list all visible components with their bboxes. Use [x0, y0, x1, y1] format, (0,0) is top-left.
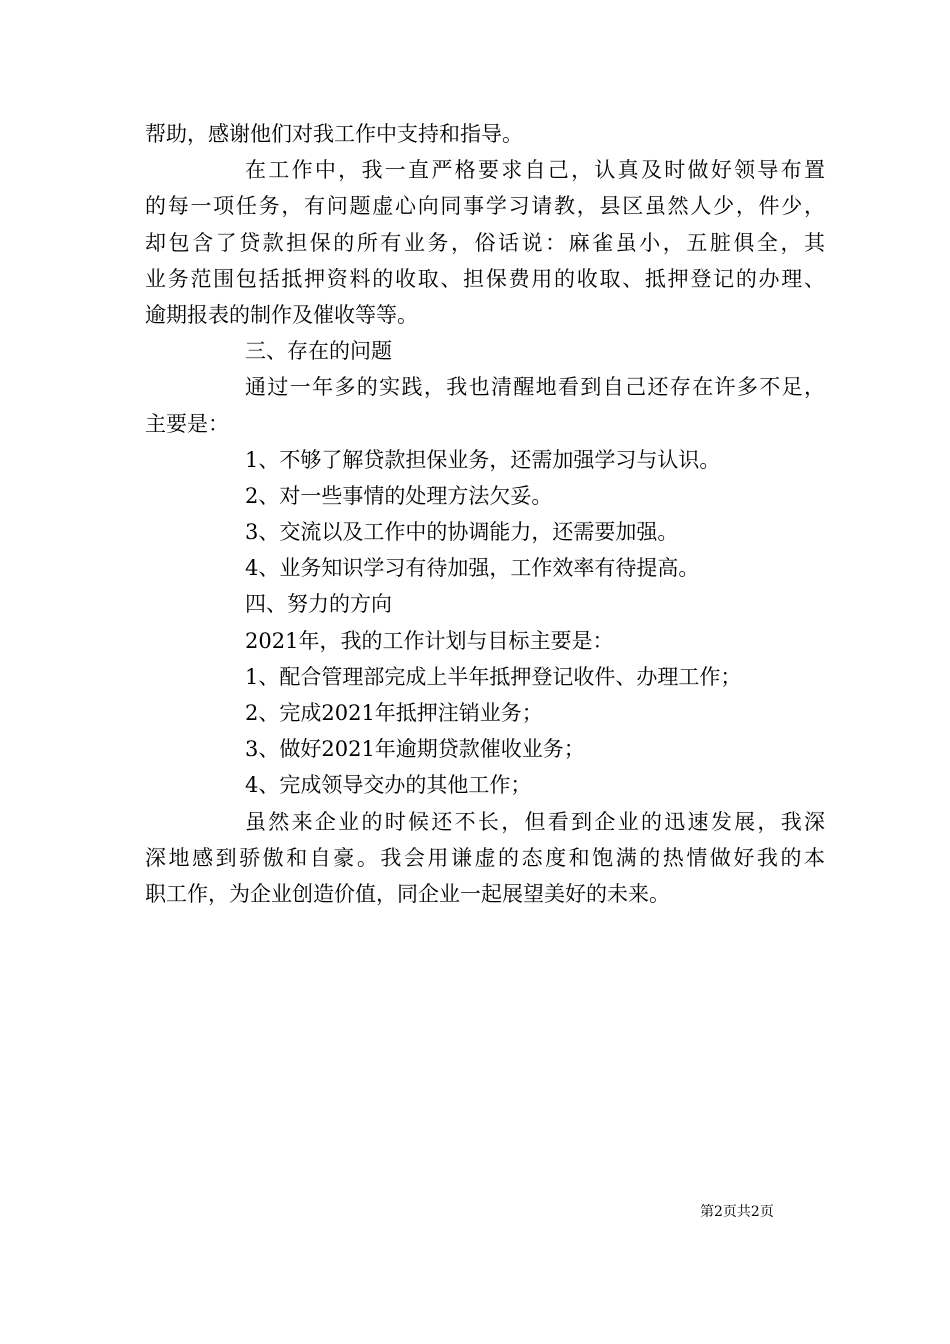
text-line: 虽然来企业的时候还不长，但看到企业的迅速发展，我深 [245, 809, 825, 834]
section-heading: 三、存在的问题 [245, 339, 392, 364]
list-item: 1、配合管理部完成上半年抵押登记收件、办理工作； [245, 664, 742, 689]
text-line: 的每一项任务，有问题虚心向同事学习请教，县区虽然人少，件少， [145, 194, 825, 219]
list-item: 4、完成领导交办的其他工作； [245, 773, 532, 798]
text-line: 业务范围包括抵押资料的收取、担保费用的收取、抵押登记的办理、 [145, 266, 825, 291]
text-line: 通过一年多的实践，我也清醒地看到自己还存在许多不足， [245, 375, 825, 400]
list-item: 3、做好2021年逾期贷款催收业务； [245, 737, 585, 762]
text-line: 深地感到骄傲和自豪。我会用谦虚的态度和饱满的热情做好我的本 [145, 845, 825, 870]
text-line: 主要是： [145, 411, 229, 436]
page-number: 第2页共2页 [700, 1204, 774, 1220]
list-item: 4、业务知识学习有待加强，工作效率有待提高。 [245, 556, 700, 581]
section-heading: 四、努力的方向 [245, 592, 392, 617]
list-item: 3、交流以及工作中的协调能力，还需要加强。 [245, 520, 679, 545]
text-line: 2021年，我的工作计划与目标主要是： [245, 628, 614, 653]
list-item: 2、对一些事情的处理方法欠妥。 [245, 483, 553, 508]
list-item: 1、不够了解贷款担保业务，还需加强学习与认识。 [245, 447, 721, 472]
list-item: 2、完成2021年抵押注销业务； [245, 701, 543, 725]
text-line: 帮助，感谢他们对我工作中支持和指导。 [145, 122, 523, 146]
text-line: 却包含了贷款担保的所有业务，俗话说：麻雀虽小，五脏俱全，其 [145, 230, 825, 255]
text-line: 职工作，为企业创造价值，同企业一起展望美好的未来。 [145, 881, 670, 906]
document-body [145, 116, 825, 912]
text-line: 在工作中，我一直严格要求自己，认真及时做好领导布置 [245, 158, 825, 183]
text-line: 逾期报表的制作及催收等等。 [145, 302, 418, 327]
